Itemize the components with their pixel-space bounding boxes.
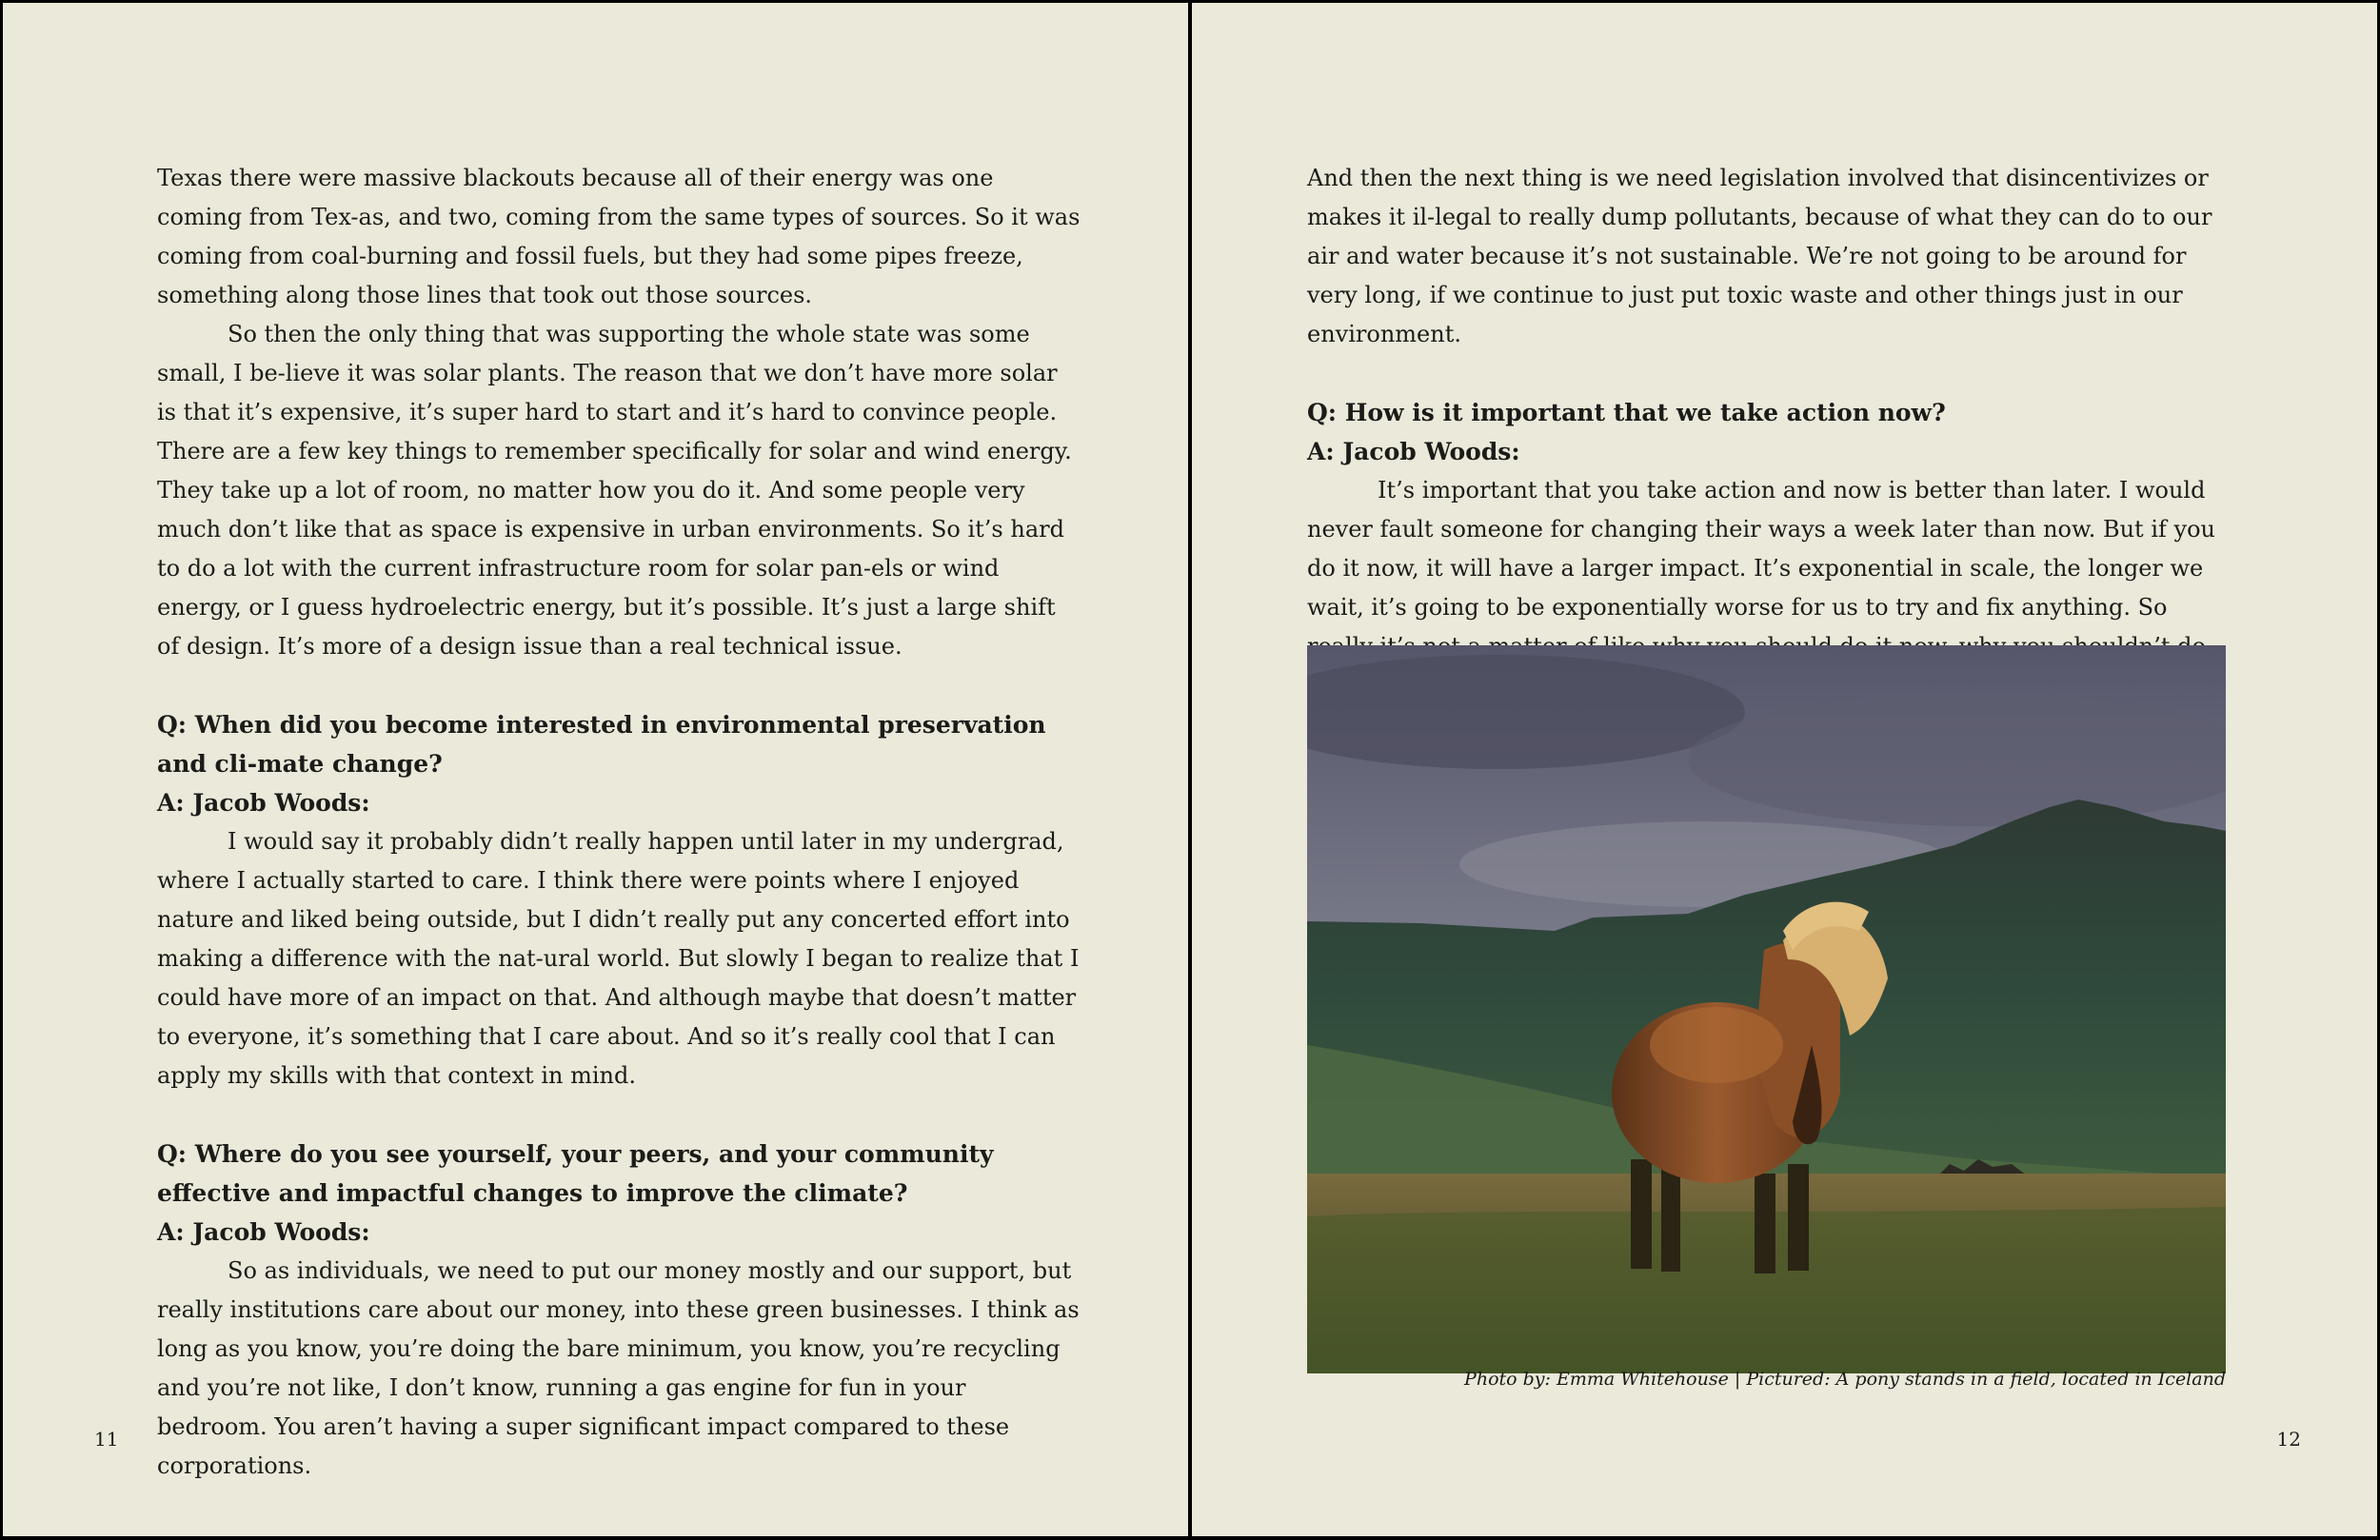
pony-photo-illustration bbox=[1307, 645, 2226, 1373]
left-page bbox=[3, 3, 1188, 1536]
body-paragraph: Texas there were massive blackouts because all of their energy was one coming from Tex-as, and two, coming from the same types of sources. So it was coming from coal-burning and fossil fuels, but they had some pipes freeze, something along those lines that took out those sources. bbox=[157, 165, 1081, 308]
interview-question: Q: When did you become interested in environmental preservation and cli-mate change? bbox=[157, 711, 1046, 778]
answer-label: A: Jacob Woods: bbox=[157, 1218, 370, 1246]
body-paragraph: And then the next thing is we need legislation involved that disincentivizes or makes it il-legal to really dump pollutants, because of what they can do to our air and water because it’s not sustainable. We’re not going to be around for very long, if we continue to just put toxic waste and other things just in our environment. bbox=[1307, 165, 2212, 347]
photo-caption: Photo by: Emma Whitehouse | Pictured: A pony stands in a field, located in Iceland bbox=[1464, 1369, 2226, 1390]
body-paragraph: So as individuals, we need to put our money mostly and our support, but really institutions care about our money, into these green businesses. I think as long as you know, you’re doing the bare minimum, you know, you’re recycling and you’re not like, I don’t know, running a gas engine for fun in your bedroom. You aren’t having a super significant impact compared to these corporations. bbox=[157, 1257, 1080, 1479]
body-paragraph: I would say it probably didn’t really happen until later in my undergrad, where I actually started to care. I think there were points where I enjoyed nature and liked being outside, but I didn’t really put any concerted effort into making a difference with the nat-ural world. But slowly I began to realize that I could have more of an impact on that. And although maybe that doesn’t matter to everyone, it’s something that I care about. And so it’s really cool that I can apply my skills with that context in mind. bbox=[157, 828, 1080, 1089]
right-page bbox=[1192, 3, 2377, 1536]
answer-label: A: Jacob Woods: bbox=[1307, 438, 1520, 465]
interview-question: Q: Where do you see yourself, your peers, and your community effective and impactful changes to improve the climate? bbox=[157, 1140, 994, 1207]
left-page-body bbox=[157, 159, 1081, 1486]
page-number: 11 bbox=[94, 1428, 119, 1451]
interview-question: Q: How is it important that we take action now? bbox=[1307, 399, 1946, 426]
body-paragraph: So then the only thing that was supporting the whole state was some small, I be-lieve it was solar plants. The reason that we don’t have more solar is that it’s expensive, it’s super hard to start and it’s hard to convince people. There are a few key things to remember specifically for solar and wind energy. They take up a lot of room, no matter how you do it. And some people very much don’t like that as space is expensive in urban environments. So it’s hard to do a lot with the current infrastructure room for solar pan-els or wind energy, or I guess hydroelectric energy, but it’s possible. It’s just a large shift of design. It’s more of a design issue than a real technical issue. bbox=[157, 321, 1072, 660]
page-number: 12 bbox=[2276, 1428, 2301, 1451]
answer-label: A: Jacob Woods: bbox=[157, 789, 370, 817]
body-paragraph: It’s important that you take action and now is better than later. I would never fault someone for changing their ways a week later than now. But if you do it now, it will have a larger impact. It’s exponential in scale, the longer we wait, it’s going to be exponentially worse for us to try and fix anything. So bbox=[1307, 477, 2215, 621]
right-page-body bbox=[1307, 159, 2226, 705]
pony-photo bbox=[1307, 645, 2226, 1373]
